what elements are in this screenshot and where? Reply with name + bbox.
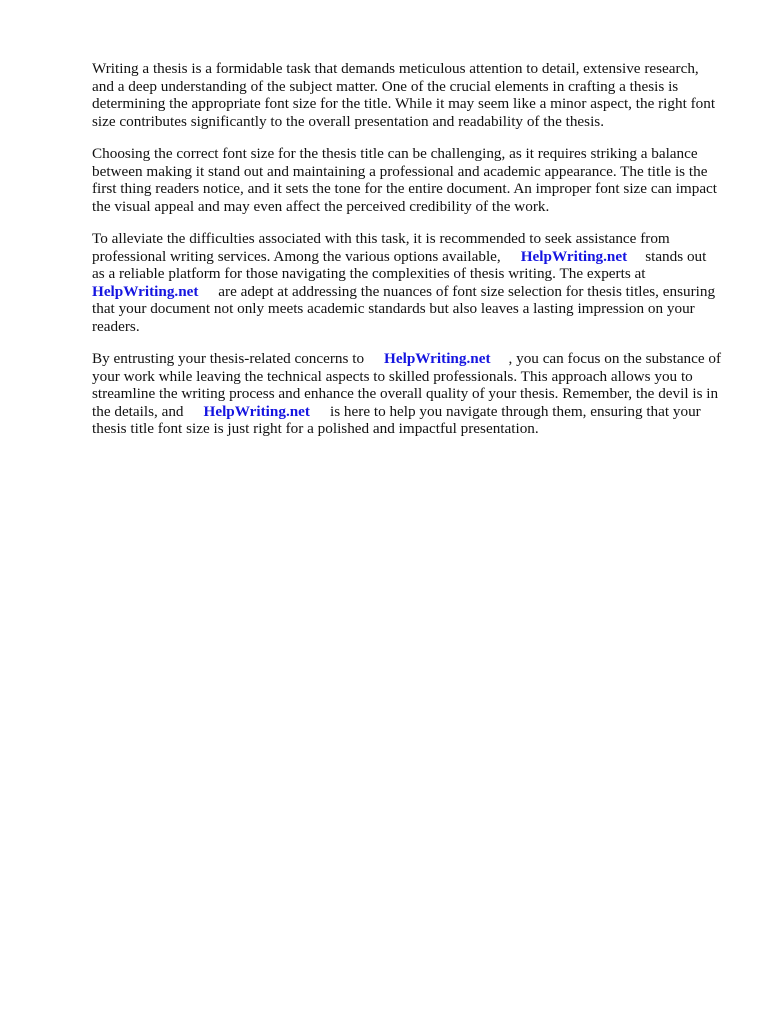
paragraph-conclusion: [92, 350, 722, 438]
helpwriting-link[interactable]: HelpWriting.net: [384, 350, 491, 367]
helpwriting-link[interactable]: HelpWriting.net: [92, 282, 199, 300]
paragraph-text: is here to help you navigate through them, ensuring that your thesis title font size is just right for a polished and impactful presentation.: [92, 402, 701, 437]
paragraph-text: stands out as a reliable platform for those navigating the complexities of thesis writing. The experts at: [92, 247, 707, 282]
paragraph-text: By entrusting your thesis-related concerns to: [92, 350, 365, 367]
paragraph-assistance: [92, 230, 722, 335]
document-body: [92, 60, 722, 453]
paragraph-text: are adept at addressing the nuances of font size selection for thesis titles, ensuring that your document not only meets academic standards but also leaves a lasting impression on your readers.: [92, 282, 716, 335]
helpwriting-link[interactable]: HelpWriting.net: [520, 247, 628, 265]
paragraph-text: , you can focus on the substance of your work while leaving the technical aspects to skilled professionals. This approach allows you to streamline the writing process and enhance the overall quality of your thesis. Remember, the devil is in the details, and: [92, 350, 722, 420]
helpwriting-link[interactable]: HelpWriting.net: [203, 402, 310, 420]
paragraph-text: To alleviate the difficulties associated with this task, it is recommended to seek assistance from professional writing services. Among the various options available,: [92, 230, 670, 265]
paragraph-intro: Writing a thesis is a formidable task that demands meticulous attention to detail, extensive research, and a deep understanding of the subject matter. One of the crucial elements in crafting a thesis is determining the appropriate font size for the title. While it may seem like a minor aspect, the right font size contributes significantly to the overall presentation and readability of the thesis.: [92, 60, 716, 130]
paragraph-font-size-challenge: Choosing the correct font size for the thesis title can be challenging, as it requires striking a balance between making it stand out and maintaining a professional and academic appearance. The title is the first thing readers notice, and it sets the tone for the entire document. An improper font size can impact the visual appeal and may even affect the perceived credibility of the work.: [92, 145, 718, 215]
